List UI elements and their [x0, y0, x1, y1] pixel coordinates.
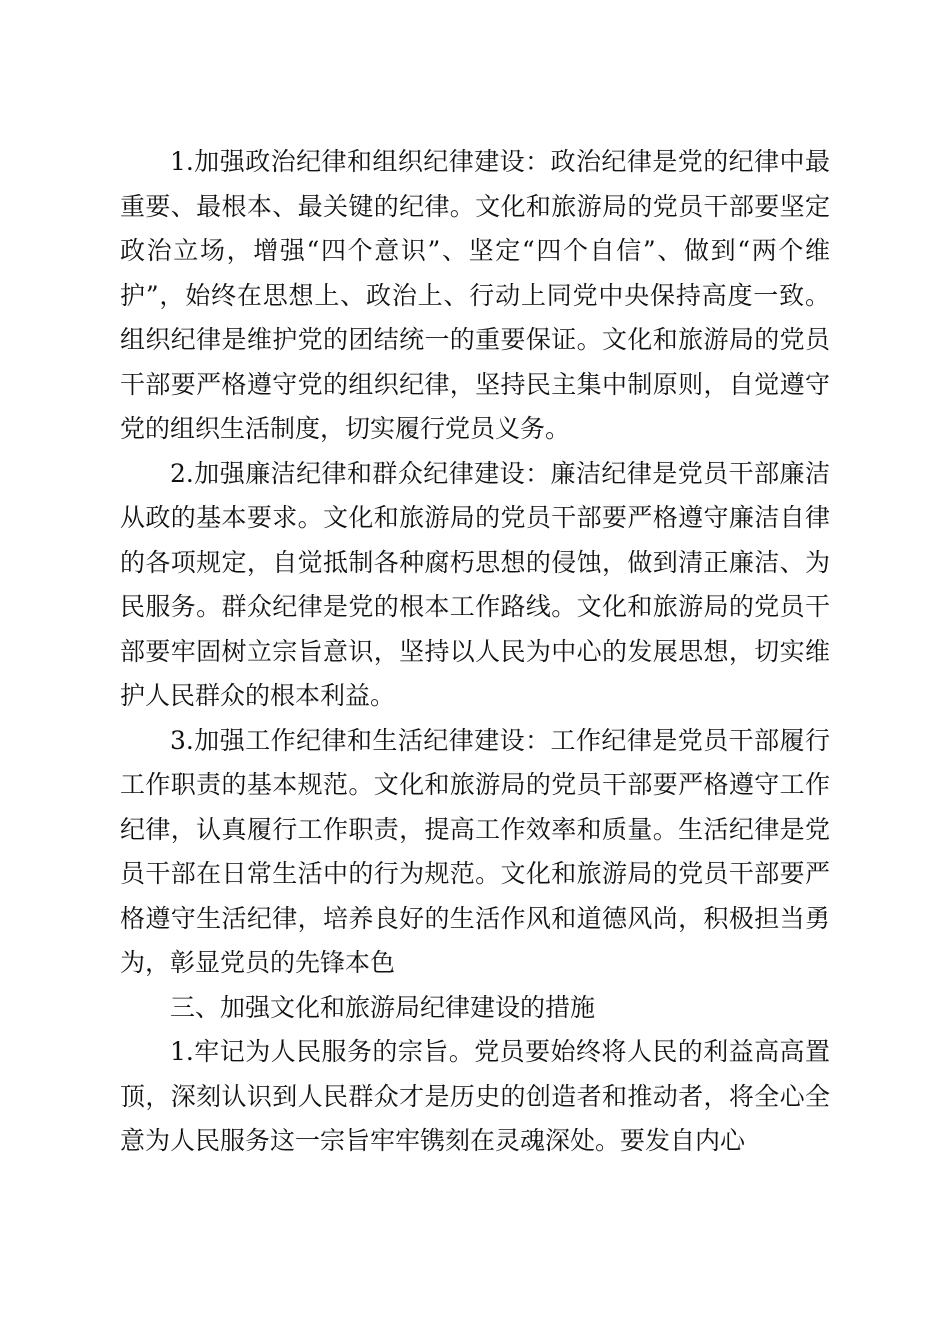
paragraph-political-discipline: 1.加强政治纪律和组织纪律建设：政治纪律是党的纪律中最重要、最根本、最关键的纪律。文化和旅游局的党员干部要坚定政治立场，增强“四个意识”、坚定“四个自信”、做到“两个维护”，始终在思想上、政治上、行动上同党中央保持高度一致。组织纪律是维护党的团结统一的重要保证。文化和旅游局的党员干部要严格遵守党的组织纪律，坚持民主集中制原则，自觉遵守党的组织生活制度，切实履行党员义务。 [120, 147, 830, 443]
document-page [120, 140, 830, 1164]
paragraph-serve-people: 1.牢记为人民服务的宗旨。党员要始终将人民的利益高高置顶，深刻认识到人民群众才是历史的创造者和推动者，将全心全意为人民服务这一宗旨牢牢镌刻在灵魂深处。要发自内心 [120, 1037, 830, 1155]
paragraph-integrity-discipline: 2.加强廉洁纪律和群众纪律建设：廉洁纪律是党员干部廉洁从政的基本要求。文化和旅游局的党员干部要严格遵守廉洁自律的各项规定，自觉抵制各种腐朽思想的侵蚀，做到清正廉洁、为民服务。群众纪律是党的根本工作路线。文化和旅游局的党员干部要牢固树立宗旨意识，坚持以人民为中心的发展思想，切实维护人民群众的根本利益。 [120, 458, 830, 710]
paragraph-work-discipline: 3.加强工作纪律和生活纪律建设：工作纪律是党员干部履行工作职责的基本规范。文化和旅游局的党员干部要严格遵守工作纪律，认真履行工作职责，提高工作效率和质量。生活纪律是党员干部在日常生活中的行为规范。文化和旅游局的党员干部要严格遵守生活纪律，培养良好的生活作风和道德风尚，积极担当勇为，彰显党员的先锋本色 [120, 725, 830, 977]
section-heading-measures: 三、加强文化和旅游局纪律建设的措施 [170, 992, 596, 1022]
